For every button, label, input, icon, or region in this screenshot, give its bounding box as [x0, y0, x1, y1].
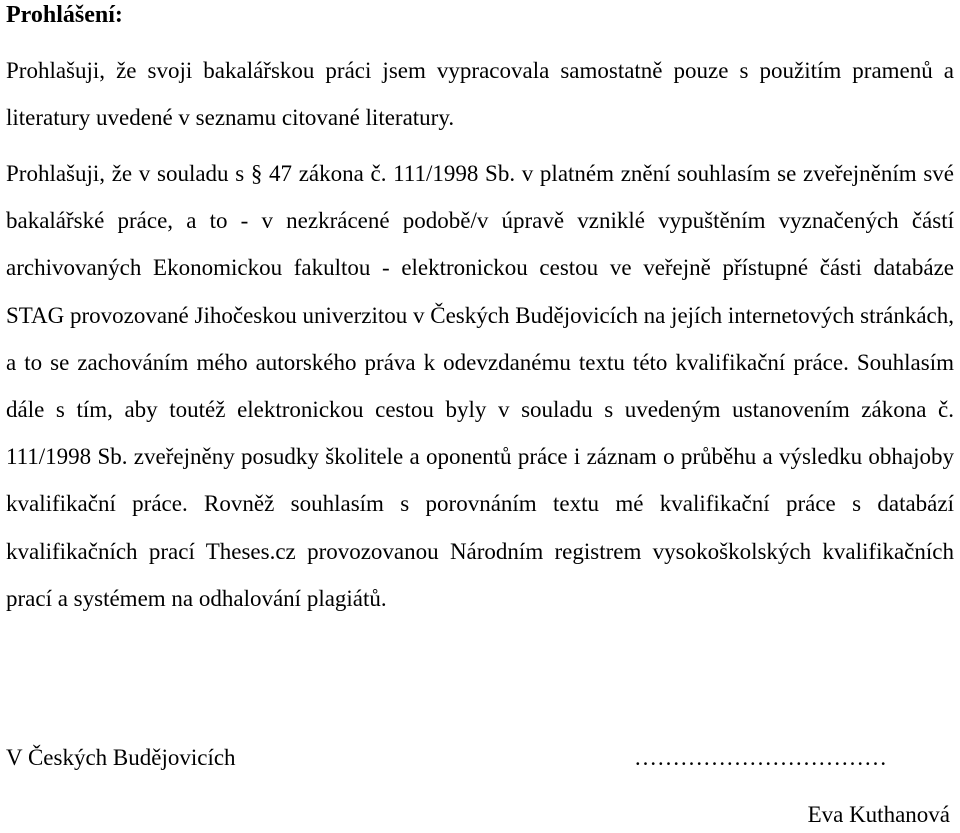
declaration-paragraph-1: Prohlašuji, že svoji bakalářskou práci jsem vypracovala samostatně pouze s použitím pramenů a literatury uvedené v seznamu citované literatury.	[6, 58, 954, 131]
signature-place: V Českých Budějovicích	[6, 745, 236, 770]
declaration-paragraph-2: Prohlašuji, že v souladu s § 47 zákona č. 111/1998 Sb. v platném znění souhlasím se zveřejněním své bakalářské práce, a to - v nezkrácené podobě/v úpravě vzniklé vypuštěním vyznačených částí archivovaných Ekonomickou fakultou - elektronickou cestou ve veřejně přístupné části databáze STAG provozované Jihočeskou univerzitou v Českých Budějovicích na jejích internetových stránkách, a to se zachováním mého autorského práva k odevzdanému textu této kvalifikační práce. Souhlasím dále s tím, aby toutéž elektronickou cestou byly v souladu s uvedeným ustanovením zákona č. 111/1998 Sb. zveřejněny posudky školitele a oponentů práce i záznam o průběhu a výsledku obhajoby kvalifikační práce. Rovněž souhlasím s porovnáním textu mé kvalifikační práce s databází kvalifikačních prací Theses.cz provozovanou Národním registrem vysokoškolských kvalifikačních prací a systémem na odhalování plagiátů.	[6, 161, 954, 611]
signature-line: ……………………………	[634, 745, 887, 770]
signature-name: Eva Kuthanová	[807, 802, 950, 827]
page-heading: Prohlášení:	[6, 2, 123, 28]
